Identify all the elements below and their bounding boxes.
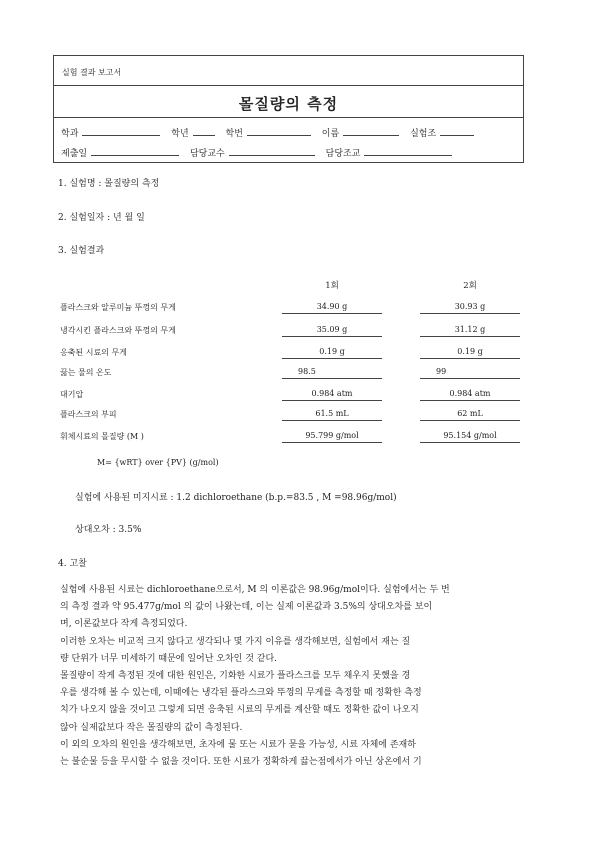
section-experiment-name: 1. 실험명 : 몰질량의 측정	[58, 179, 160, 189]
cell-flask-lid-weight-1: 34.90 g	[282, 302, 382, 314]
cell-boiling-temp-2: 99	[420, 367, 520, 379]
molar-mass-formula: M= {wRT} over {PV} (g/mol)	[97, 458, 219, 467]
cell-flask-volume-1: 61.5 mL	[282, 409, 382, 421]
group-blank[interactable]	[440, 126, 474, 136]
page-title: 몰질량의 측정	[238, 95, 339, 113]
report-type-label: 실험 결과 보고서	[62, 68, 122, 77]
cell-flask-volume-2: 62 mL	[420, 409, 520, 421]
row-label-cooled-weight: 냉각시킨 플라스크와 뚜껑의 무게	[60, 326, 176, 335]
discussion-line: 치가 나오지 않을 것이고 그렇게 되면 응축된 시료의 무게를 계산할 때도 정확한 값이 나오지	[60, 705, 419, 716]
relative-error: 상대오차 : 3.5%	[75, 525, 142, 535]
field-label-grade: 학년	[171, 129, 189, 139]
discussion-line: 의 측정 결과 약 95.477g/mol 의 값이 나왔는데, 이는 실제 이론값과 3.5%의 상대오차를 보이	[60, 602, 433, 613]
discussion-line: 이 외의 오차의 원인을 생각해보면, 초자에 물 또는 시료가 묻을 가능성, 시료 자체에 존재하	[60, 739, 416, 750]
professor-blank[interactable]	[229, 146, 315, 156]
cell-molar-mass-1: 95.799 g/mol	[282, 431, 382, 443]
discussion-line: 않아 실제값보다 작은 몰질량의 값이 측정된다.	[60, 722, 243, 733]
discussion-line: 우를 생각해 볼 수 있는데, 이때에는 냉각된 플라스크와 뚜껑의 무게를 측정할 때 정확한 측정	[60, 688, 422, 699]
cell-boiling-temp-1: 98.5	[282, 367, 382, 379]
col-head-trial-2: 2회	[463, 281, 477, 291]
department-blank[interactable]	[82, 126, 160, 136]
row-label-flask-volume: 플라스크의 부피	[60, 410, 117, 419]
field-label-professor: 담당교수	[189, 149, 225, 159]
row-label-molar-mass: 휘체시료의 몰질량 (M )	[60, 432, 144, 441]
cell-condensed-weight-2: 0.19 g	[420, 347, 520, 359]
field-label-assistant: 담당조교	[325, 149, 361, 159]
discussion-line: 는 불순물 등을 무시할 수 없을 것이다. 또한 시료가 정확하게 끓는점에서가 아닌 상온에서 기	[60, 757, 422, 768]
field-label-submit-date: 제출일	[61, 149, 88, 159]
discussion-line: 몰질량이 작게 측정된 것에 대한 원인은, 기화한 시료가 플라스크를 모두 채우지 못했을 경	[60, 671, 411, 682]
cell-molar-mass-2: 95.154 g/mol	[420, 431, 520, 443]
name-blank[interactable]	[343, 126, 399, 136]
grade-blank[interactable]	[193, 126, 215, 136]
report-header-box	[53, 55, 524, 163]
discussion-line: 이러한 오차는 비교적 크지 않다고 생각되나 몇 가지 이유를 생각해보면, 실험에서 재는 질	[60, 636, 411, 647]
discussion-line: 실험에 사용된 시료는 dichloroethane으로서, M 의 이론값은 98.96g/mol이다. 실험에서는 두 번	[60, 585, 450, 595]
student-id-blank[interactable]	[247, 126, 311, 136]
row-label-boiling-temp: 끓는 물의 온도	[60, 368, 112, 377]
info-line-2	[61, 146, 460, 159]
header-label-row	[54, 56, 523, 86]
col-head-trial-1: 1회	[325, 281, 339, 291]
info-line-1	[61, 126, 482, 139]
section-experiment-date: 2. 실험일자 : 년 월 일	[58, 213, 145, 223]
cell-cooled-weight-1: 35.09 g	[282, 325, 382, 337]
section-discussion-heading: 4. 고찰	[58, 559, 87, 569]
submit-date-blank[interactable]	[91, 146, 179, 156]
discussion-line: 며, 이론값보다 작게 측정되었다.	[60, 619, 188, 630]
unknown-sample-info: 실험에 사용된 미지시료 : 1.2 dichloroethane (b.p.=83.5 , M =98.96g/mol)	[75, 493, 397, 503]
cell-flask-lid-weight-2: 30.93 g	[420, 302, 520, 314]
cell-condensed-weight-1: 0.19 g	[282, 347, 382, 359]
field-label-group: 실험조	[410, 129, 437, 139]
discussion-line: 량 단위가 너무 미세하기 때문에 일어난 오차인 것 같다.	[60, 653, 278, 664]
row-label-pressure: 대기압	[60, 390, 84, 399]
cell-cooled-weight-2: 31.12 g	[420, 325, 520, 337]
field-label-student-id: 학번	[225, 129, 243, 139]
section-results-heading: 3. 실험결과	[58, 246, 105, 256]
discussion-text	[60, 582, 540, 771]
row-label-condensed-weight: 응축된 시료의 무게	[60, 348, 127, 357]
row-label-flask-lid-weight: 플라스크와 알루미늄 뚜껑의 무게	[60, 303, 176, 312]
cell-pressure-1: 0.984 atm	[282, 389, 382, 401]
field-label-department: 학과	[61, 129, 79, 139]
assistant-blank[interactable]	[364, 146, 452, 156]
field-label-name: 이름	[321, 129, 340, 139]
cell-pressure-2: 0.984 atm	[420, 389, 520, 401]
